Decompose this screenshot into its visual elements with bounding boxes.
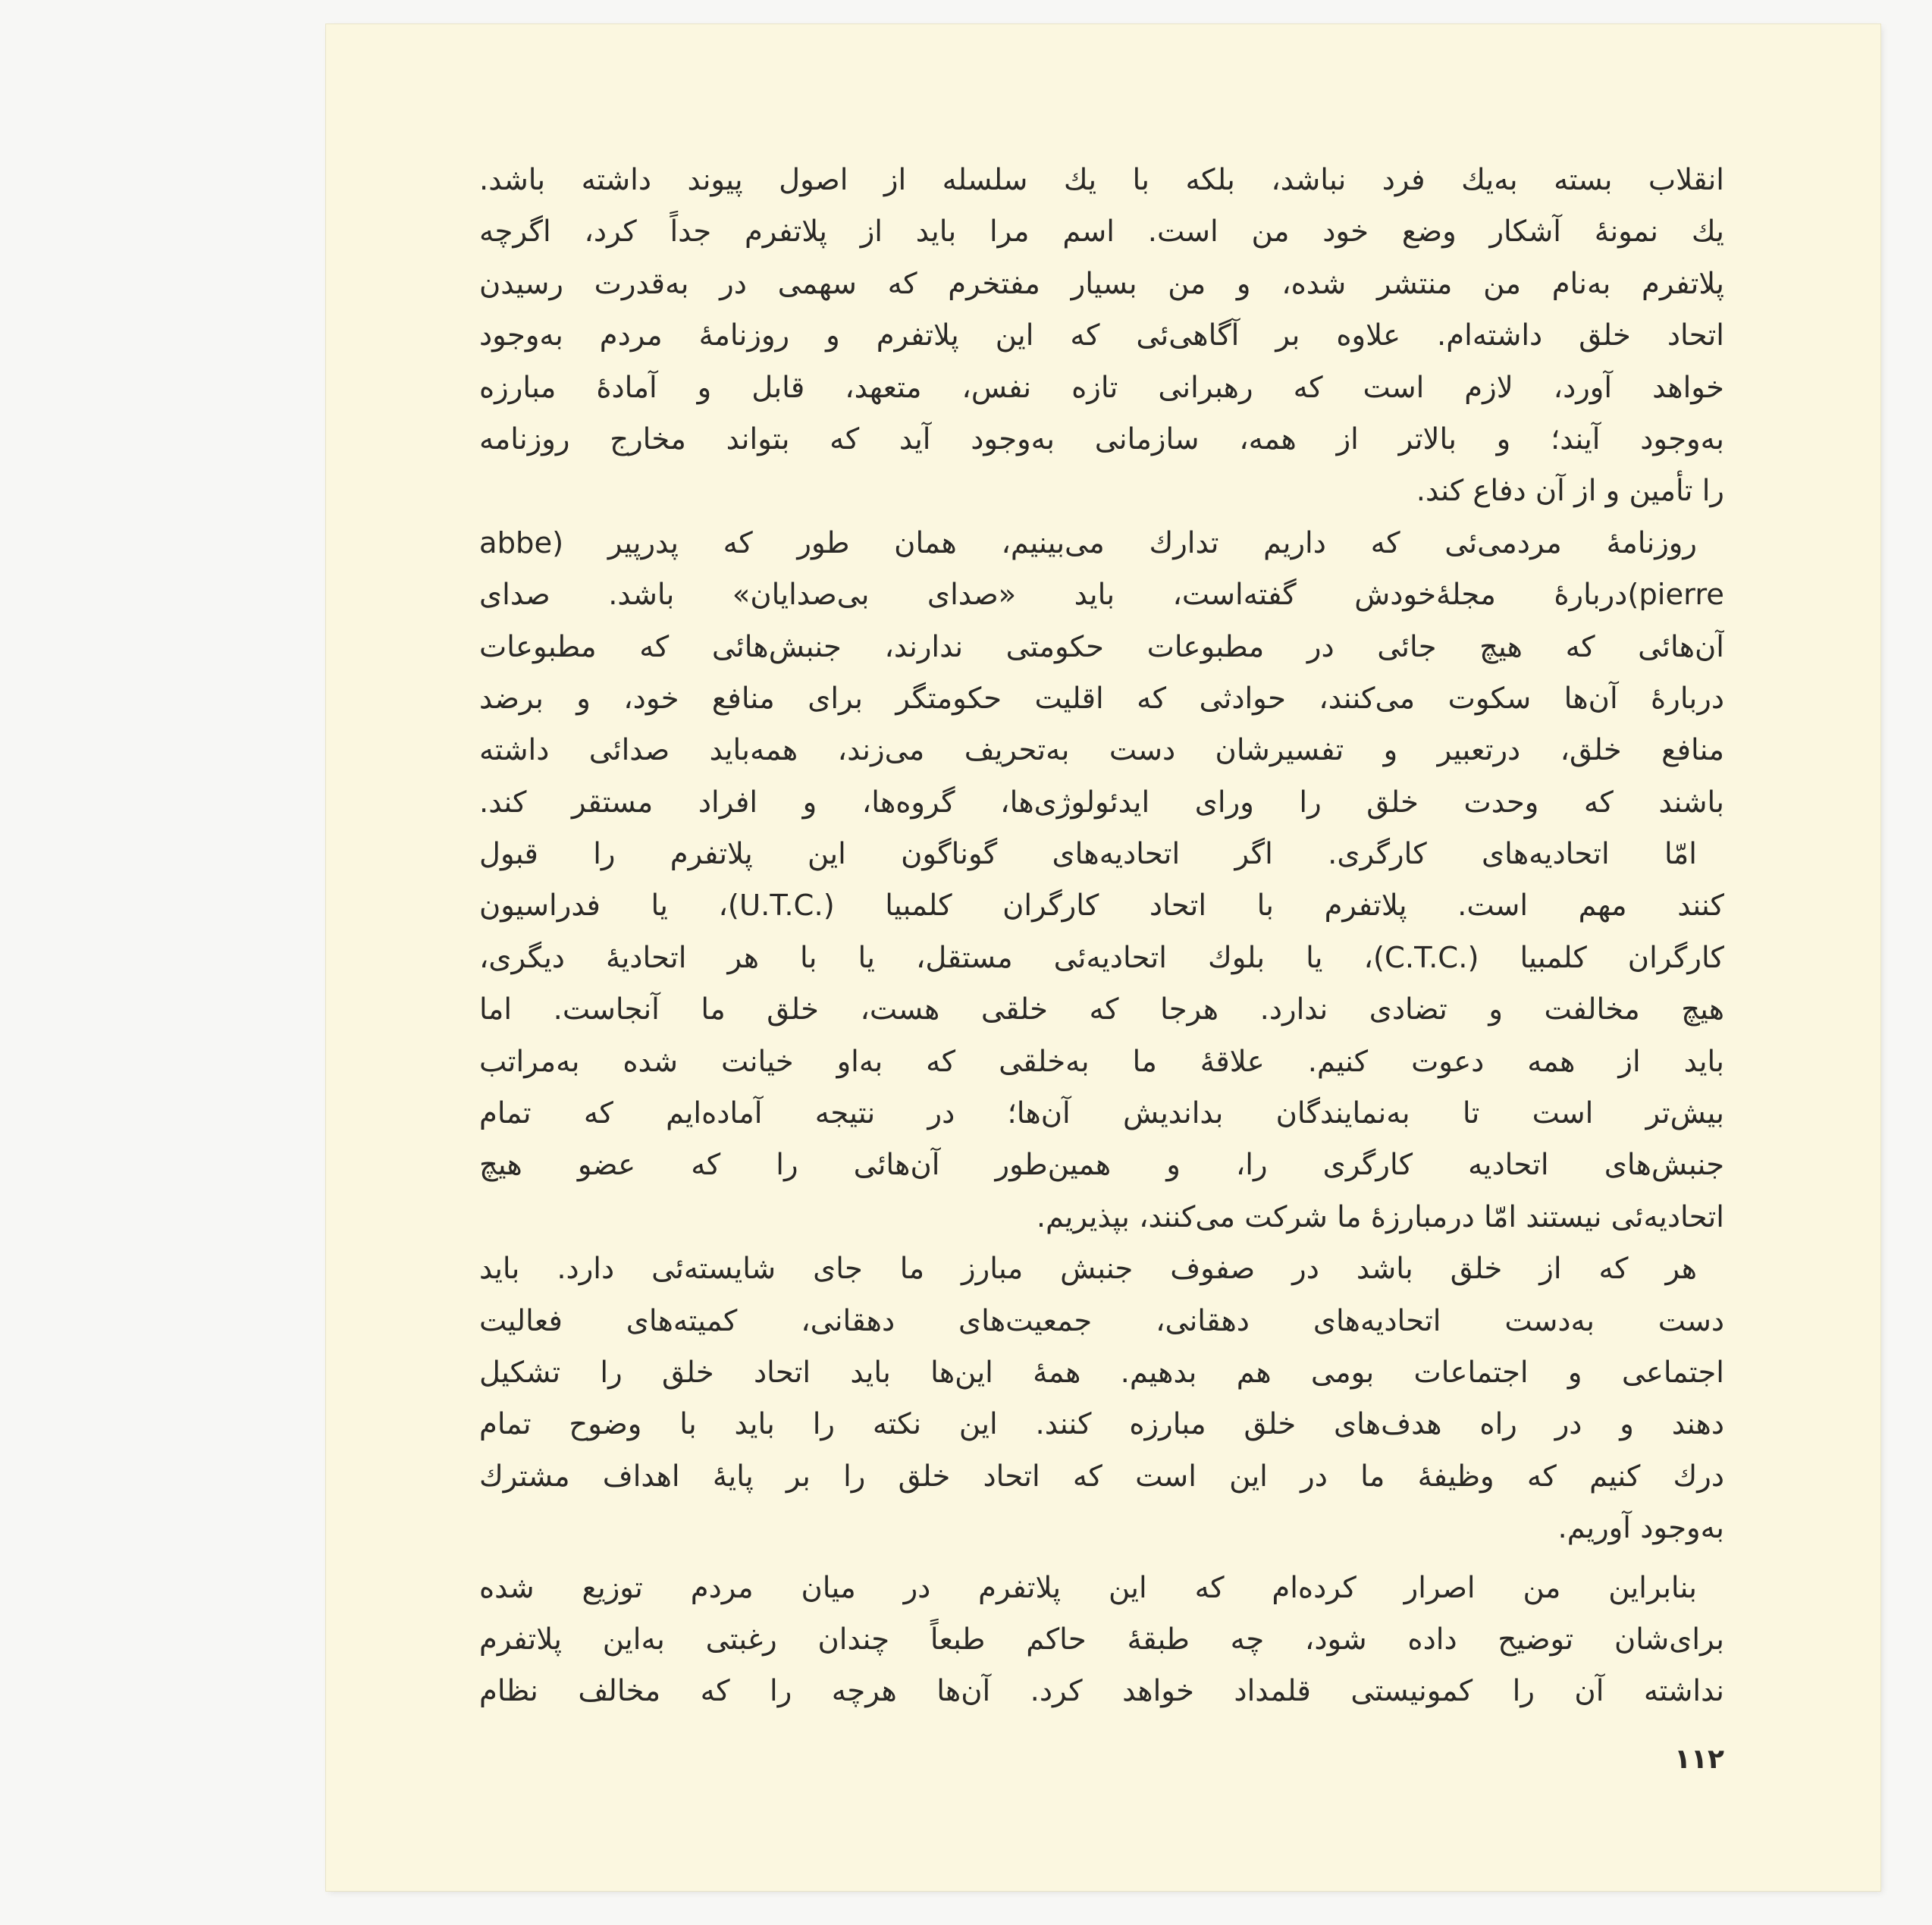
paragraph [479, 1243, 1724, 1554]
text-line: اجتماعی و اجتماعات بومی هم بدهیم. همهٔ این‌ها باید اتحاد خلق را تشكیل [479, 1355, 1724, 1390]
text-line: pierre)دربارهٔ مجلهٔ‌خودش گفته‌است، باید «صدای بی‌صدایان» باشد. صدای [479, 578, 1724, 613]
text-line: بیش‌تر است تا به‌نمایندگان بداندیش آن‌ها؛ در نتیجه آماده‌ایم كه تمام [479, 1096, 1724, 1131]
paragraph [479, 1563, 1724, 1718]
paragraph [479, 518, 1724, 829]
paragraph [479, 829, 1724, 1243]
text-line: بنابراین من اصرار كرده‌ام كه این پلاتفرم در میان مردم توزیع شده [479, 1570, 1697, 1605]
text-line: اتحادیه‌ئی نیستند امّا درمبارزهٔ ما شركت می‌كنند، بپذیریم. [1036, 1199, 1724, 1234]
text-line: روزنامهٔ مردمی‌ئی كه داریم تدارك می‌بینیم، همان طور كه پدرپیر (abbe [479, 525, 1697, 560]
paragraph-gap [479, 1555, 1724, 1563]
text-line: كنند مهم است. پلاتفرم با اتحاد كارگران كلمبیا (.U.T.C)، یا فدراسیون [479, 889, 1724, 923]
text-line: جنبش‌های اتحادیه كارگری را، و همین‌طور آن‌هائی را كه عضو هیچ [479, 1148, 1724, 1183]
text-line: باشند كه وحدت خلق را ورای ایدئولوژی‌ها، گروه‌ها، و افراد مستقر كند. [479, 785, 1724, 820]
text-line: خواهد آورد، لازم است كه رهبرانی تازه نفس، متعهد، قابل و آمادهٔ مبارزه [479, 370, 1724, 405]
text-line: هیچ مخالفت و تضادی ندارد. هرجا كه خلقی هست، خلق ما آنجاست. اما [479, 992, 1724, 1027]
text-line: هر كه از خلق باشد در صفوف جنبش مبارز ما جای شایسته‌ئی دارد. باید [479, 1252, 1697, 1287]
body-text [479, 155, 1724, 1718]
text-line: دست به‌دست اتحادیه‌های دهقانی، جمعیت‌های دهقانی، كمیته‌های فعالیت [479, 1303, 1724, 1338]
page-number: ۱۱۲ [1674, 1744, 1724, 1775]
text-line: دهند و در راه هدف‌های خلق مبارزه كنند. این نكته را باید با وضوح تمام [479, 1407, 1724, 1442]
text-line: كارگران كلمبیا (.C.T.C)، یا بلوك اتحادیه‌ئی مستقل، یا با هر اتحادیهٔ دیگری، [479, 940, 1724, 975]
text-line: به‌وجود آیند؛ و بالاتر از همه، سازمانی به‌وجود آید كه بتواند مخارج روزنامه [479, 422, 1724, 456]
text-line: برای‌شان توضیح داده شود، چه طبقهٔ حاكم طبعاً چندان رغبتی به‌این پلاتفرم [479, 1622, 1724, 1657]
text-line: به‌وجود آوریم. [1557, 1511, 1724, 1546]
text-line: پلاتفرم به‌نام من منتشر شده، و من بسیار مفتخرم كه سهمی در به‌قدرت رسیدن [479, 266, 1724, 301]
paragraph [479, 155, 1724, 518]
text-line: آن‌هائی كه هیچ جائی در مطبوعات حكومتی ندارند، جنبش‌هائی كه مطبوعات [479, 629, 1724, 664]
text-line: یك نمونهٔ آشکار وضع خود من است. اسم مرا باید از پلاتفرم جداً كرد، اگرچه [479, 215, 1724, 249]
text-line: منافع خلق، درتعبیر و تفسیرشان دست به‌تحریف می‌زند، همه‌باید صدائی داشته [479, 733, 1724, 768]
text-line: اتحاد خلق داشته‌ام. علاوه بر آگاهی‌ئی كه این پلاتفرم و روزنامهٔ مردم به‌وجود [479, 318, 1724, 353]
text-line: را تأمین و از آن دفاع كند. [1416, 474, 1724, 509]
text-line: دربارهٔ آن‌ها سكوت می‌كنند، حوادثی كه اقلیت حكومتگر برای منافع خود، و برضد [479, 681, 1724, 716]
text-line: انقلاب بسته به‌یك فرد نباشد، بلكه با یك سلسله از اصول پیوند داشته باشد. [479, 163, 1724, 197]
text-line: درك كنیم كه وظیفهٔ ما در این است كه اتحاد خلق را بر پایهٔ اهداف مشترك [479, 1459, 1724, 1494]
book-page [326, 24, 1880, 1891]
text-line: امّا اتحادیه‌های كارگری. اگر اتحادیه‌های گوناگون این پلاتفرم را قبول [479, 837, 1697, 872]
text-line: باید از همه دعوت كنیم. علاقهٔ ما به‌خلقی كه به‌او خیانت شده به‌مراتب [479, 1044, 1724, 1079]
text-line: نداشته آن را كمونیستی قلمداد خواهد كرد. آن‌ها هرچه را كه مخالف نظام [479, 1674, 1724, 1709]
